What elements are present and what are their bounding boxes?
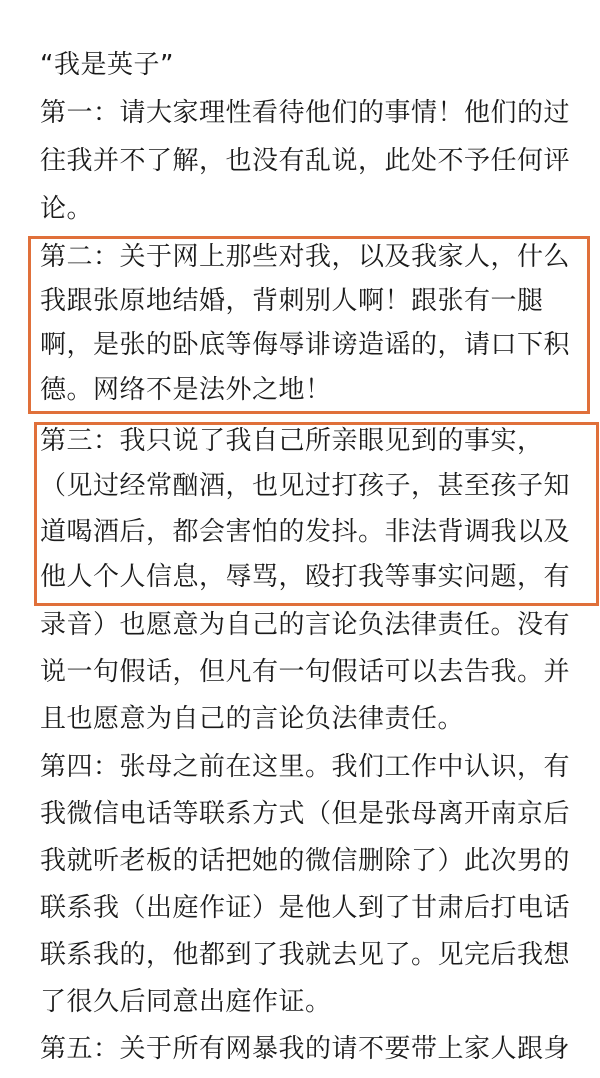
text-line: 联系我（出庭作证）是他人到了甘肃后打电话 bbox=[40, 893, 571, 923]
text-line: 我就听老板的话把她的微信删除了）此次男的 bbox=[40, 846, 571, 876]
text-line: 录音）也愿意为自己的言论负法律责任。没有 bbox=[40, 610, 571, 640]
text-line: 且也愿意为自己的言论负法律责任。 bbox=[40, 704, 465, 734]
text-line: 联系我的，他都到了我就去见了。见完后我想 bbox=[40, 940, 571, 970]
text-line: 第一：请大家理性看待他们的事情！他们的过 bbox=[40, 98, 571, 128]
text-line: 道喝酒后，都会害怕的发抖。非法背调我以及 bbox=[40, 517, 571, 547]
text-line: 第五：关于所有网暴我的请不要带上家人跟身 bbox=[40, 1034, 571, 1064]
text-line: 第三：我只说了我自己所亲眼见到的事实， bbox=[40, 426, 544, 456]
text-line: 了很久后同意出庭作证。 bbox=[40, 987, 332, 1017]
text-line: 第二：关于网上那些对我，以及我家人，什么 bbox=[40, 242, 571, 272]
text-line: 说一句假话，但凡有一句假话可以去告我。并 bbox=[40, 657, 571, 687]
text-line: （见过经常酗酒，也见过打孩子，甚至孩子知 bbox=[40, 471, 571, 501]
text-line: 啊，是张的卧底等侮辱诽谤造谣的，请口下积 bbox=[40, 330, 571, 360]
text-line: 第四：张母之前在这里。我们工作中认识，有 bbox=[40, 752, 571, 782]
text-line: 德。网络不是法外之地！ bbox=[40, 375, 332, 405]
text-line: 我微信电话等联系方式（但是张母离开南京后 bbox=[40, 799, 571, 829]
text-line: 往我并不了解，也没有乱说，此处不予任何评 bbox=[40, 146, 571, 176]
document-title: “我是英子” bbox=[40, 50, 174, 80]
text-line: 论。 bbox=[40, 194, 94, 224]
text-line: 他人个人信息，辱骂，殴打我等事实问题，有 bbox=[40, 562, 571, 592]
text-line: 我跟张原地结婚，背刺别人啊！跟张有一腿 bbox=[40, 286, 544, 316]
